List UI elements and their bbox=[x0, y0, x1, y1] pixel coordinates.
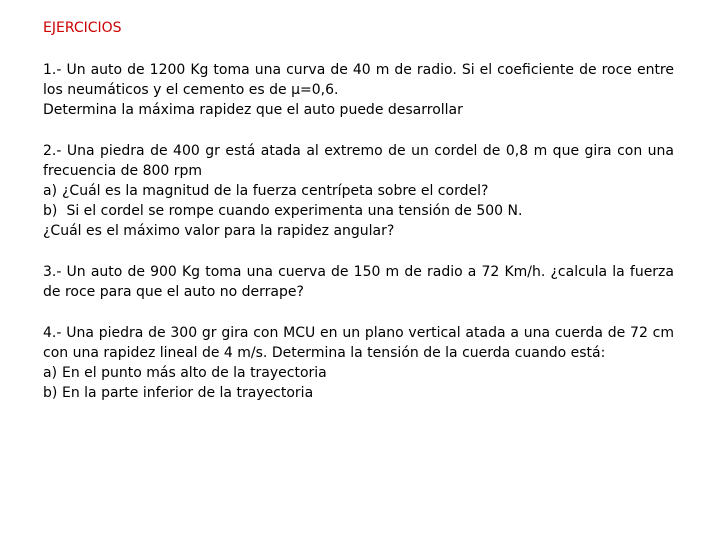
exercise-2-option-a bbox=[43, 181, 674, 201]
exercise-1 bbox=[43, 60, 674, 120]
document-heading: EJERCICIOS bbox=[43, 20, 122, 36]
exercise-3 bbox=[43, 262, 674, 302]
exercise-4-option-b-text: En la parte inferior de la trayectoria bbox=[62, 385, 314, 401]
exercise-4-option-a-text: En el punto más alto de la trayectoria bbox=[62, 365, 327, 381]
exercise-4-option-b bbox=[43, 383, 674, 403]
exercise-4-option-a bbox=[43, 363, 674, 383]
exercise-2-option-b-text: Si el cordel se rompe cuando experimenta una tensión de 500 N. bbox=[66, 203, 523, 219]
exercise-2 bbox=[43, 141, 674, 241]
document-page bbox=[43, 18, 674, 424]
exercise-2-statement: 2.- Una piedra de 400 gr está atada al extremo de un cordel de 0,8 m que gira con una frecuencia de 800 rpm bbox=[43, 143, 674, 179]
exercise-3-statement: 3.- Un auto de 900 Kg toma una cuerva de 150 m de radio a 72 Km/h. ¿calcula la fuerza de roce para que el auto no derrape? bbox=[43, 264, 674, 300]
exercise-2-option-a-text: ¿Cuál es la magnitud de la fuerza centrípeta sobre el cordel? bbox=[62, 183, 489, 199]
exercise-2-option-a-label: a) bbox=[43, 183, 58, 199]
exercise-2-option-b-label: b) bbox=[43, 203, 58, 219]
exercise-1-statement: 1.- Un auto de 1200 Kg toma una curva de 40 m de radio. Si el coeficiente de roce entre los neumáticos y el cemento es de μ=0,6. bbox=[43, 62, 674, 98]
exercise-2-option-b bbox=[43, 201, 674, 221]
exercise-4 bbox=[43, 323, 674, 403]
exercise-4-option-b-label: b) bbox=[43, 385, 58, 401]
exercise-1-question: Determina la máxima rapidez que el auto puede desarrollar bbox=[43, 102, 463, 118]
exercise-2-option-b-question: ¿Cuál es el máximo valor para la rapidez angular? bbox=[43, 223, 395, 239]
exercise-4-option-a-label: a) bbox=[43, 365, 58, 381]
exercise-4-statement: 4.- Una piedra de 300 gr gira con MCU en un plano vertical atada a una cuerda de 72 cm con una rapidez lineal de 4 m/s. Determina la tensión de la cuerda cuando está: bbox=[43, 325, 674, 361]
